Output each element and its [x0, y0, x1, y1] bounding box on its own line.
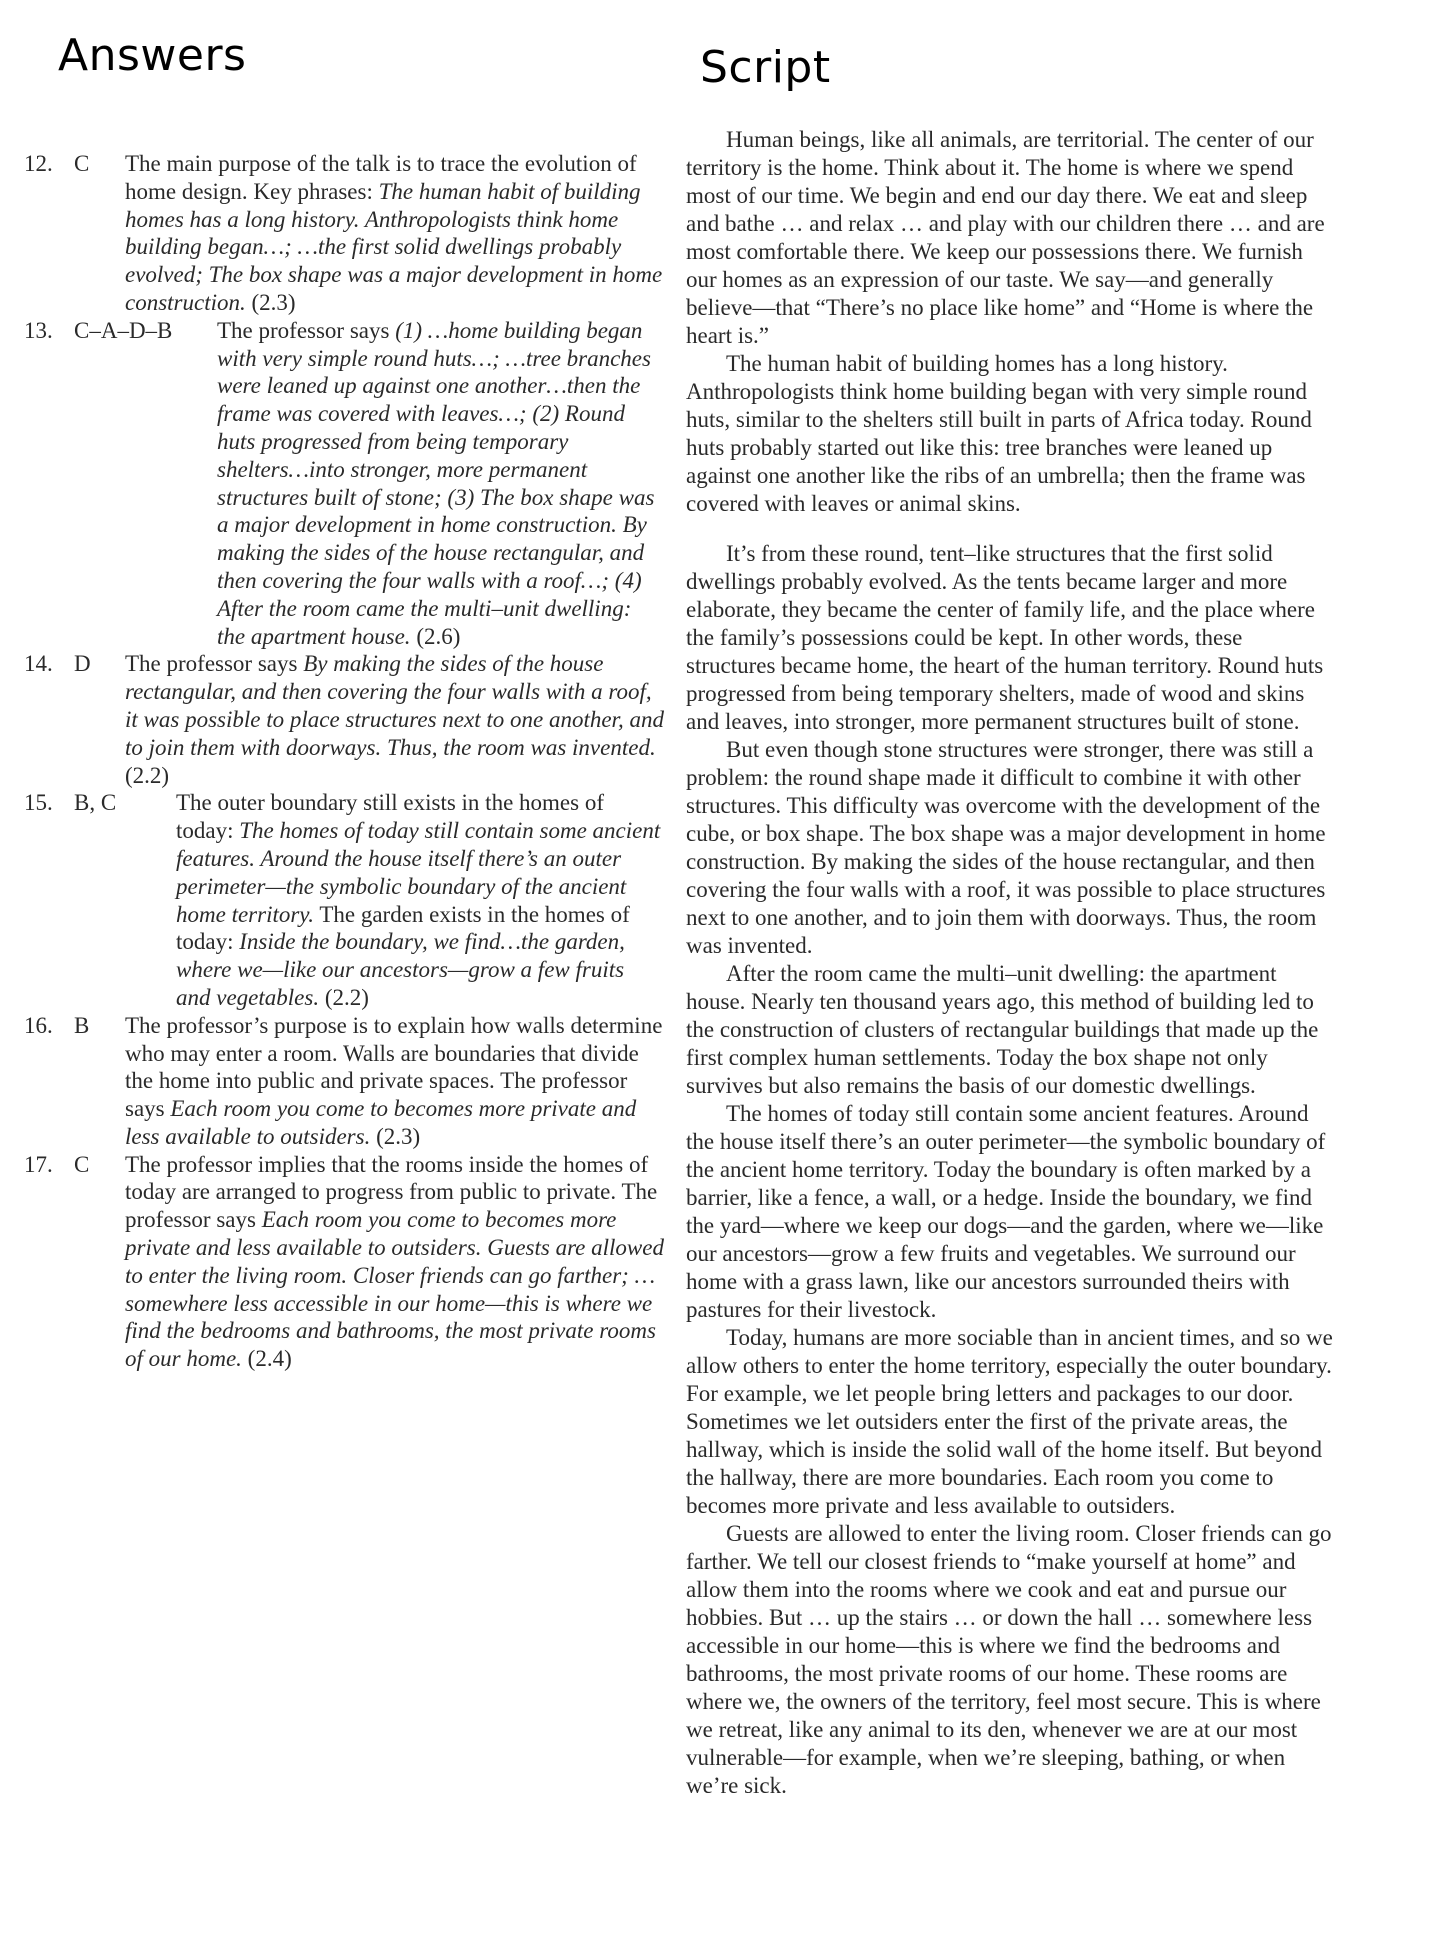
- explanation: The professor implies that the rooms inside the homes of today are arranged to progress from public to private. The professor says Each room you come to becomes more private and less available to outsiders. Guests are allowed to enter the living room. Closer friends can go farther; …somewhere less accessible in our home—this is where we find the bedrooms and bathrooms, the most private rooms of our home. (2.4): [125, 1151, 664, 1372]
- answer-item-14: [24, 650, 664, 789]
- script-paragraph: But even though stone structures were stronger, there was still a problem: the round shape made it difficult to combine it with other structures. This difficulty was overcome with the development of the cube, or box shape. The box shape was a major development in home construction. By making the sides of the house rectangular, and then covering the four walls with a roof, it was possible to place structures next to one another, and to join them with doorways. Thus, the room was invented.: [686, 737, 1326, 958]
- answer-key: B: [74, 1012, 90, 1038]
- script-paragraph: It’s from these round, tent–like structures that the first solid dwellings probably evolved. As the tents became larger and more elaborate, they became the center of family life, and the place where the family’s possessions could be kept. In other words, these structures became home, the heart of the human territory. Round huts progressed from being temporary shelters, made of wood and skins and leaves, into stronger, more permanent structures built of stone.: [686, 541, 1324, 734]
- question-number: 14.: [24, 651, 53, 677]
- explanation: The professor says (1) …home building began with very simple round huts…; …tree branches were leaned up against one another…then the frame was covered with leaves…; (2) Round huts progressed from being temporary shelters…into stronger, more permanent structures built of stone; (3) The box shape was a major development in home construction. By making the sides of the house rectangular, and then covering the four walls with a roof…; (4) After the room came the multi–unit dwelling: the apartment house. (2.6): [217, 317, 655, 649]
- answer-item-16: [24, 1012, 664, 1151]
- script-paragraph: Guests are allowed to enter the living room. Closer friends can go farther. We tell our closest friends to “make yourself at home” and allow them into the rooms where we cook and eat and pursue our hobbies. But … up the stairs … or down the hall … somewhere less accessible in our home—this is where we find the bedrooms and bathrooms, the most private rooms of our home. These rooms are where we, the owners of the territory, feel most secure. This is where we retreat, like any animal to its den, whenever we are at our most vulnerable—for example, when we’re sleeping, bathing, or when we’re sick.: [686, 1521, 1332, 1798]
- explanation: The professor says By making the sides of the house rectangular, and then covering the four walls with a roof, it was possible to place structures next to one another, and to join them with doorways. Thus, the room was invented. (2.2): [125, 651, 664, 788]
- script-heading: Script: [700, 42, 831, 93]
- answer-item-13: [24, 317, 664, 651]
- explanation: The main purpose of the talk is to trace the evolution of home design. Key phrases: The human habit of building homes has a long history. Anthropologists think home building began…; …the first solid dwellings probably evolved; The box shape was a major development in home construction. (2.3): [125, 151, 663, 315]
- question-number: 15.: [24, 790, 53, 816]
- answers-column: [24, 150, 664, 1373]
- answer-item-15: [24, 789, 664, 1011]
- question-number: 17.: [24, 1151, 53, 1177]
- answer-key: C: [74, 1151, 90, 1177]
- question-number: 13.: [24, 317, 53, 343]
- answer-item-12: [24, 150, 664, 317]
- answer-key: B, C: [74, 790, 117, 816]
- script-paragraph: The human habit of building homes has a long history. Anthropologists think home building began with very simple round huts, similar to the shelters still built in parts of Africa today. Round huts probably started out like this: tree branches were leaned up against one another like the ribs of an umbrella; then the frame was covered with leaves or animal skins.: [686, 351, 1312, 516]
- script-paragraph: Today, humans are more sociable than in ancient times, and so we allow others to enter the home territory, especially the outer boundary. For example, we let people bring letters and packages to our door. Sometimes we let outsiders enter the first of the private areas, the hallway, which is inside the solid wall of the home itself. But beyond the hallway, there are more boundaries. Each room you come to becomes more private and less available to outsiders.: [686, 1325, 1333, 1518]
- answers-heading: Answers: [58, 30, 247, 81]
- answer-key: D: [74, 651, 91, 677]
- explanation: The professor’s purpose is to explain how walls determine who may enter a room. Walls are boundaries that divide the home into public and private spaces. The professor says Each room you come to becomes more private and less available to outsiders. (2.3): [125, 1012, 663, 1149]
- script-paragraph: After the room came the multi–unit dwelling: the apartment house. Nearly ten thousand years ago, this method of building led to the construction of clusters of rectangular buildings that made up the first complex human settlements. Today the box shape not only survives but also remains the basis of our domestic dwellings.: [686, 961, 1319, 1098]
- question-number: 16.: [24, 1012, 53, 1038]
- question-number: 12.: [24, 151, 53, 176]
- answer-key: C–A–D–B: [74, 317, 173, 343]
- script-column: [686, 126, 1336, 1800]
- answer-key: C: [74, 151, 90, 176]
- answer-item-17: [24, 1151, 664, 1373]
- script-paragraph: The homes of today still contain some ancient features. Around the house itself there’s an outer perimeter—the symbolic boundary of the ancient home territory. Today the boundary is often marked by a barrier, like a fence, a wall, or a hedge. Inside the boundary, we find the yard—where we keep our dogs—and the garden, where we—like our ancestors—grow a few fruits and vegetables. We surround our home with a grass lawn, like our ancestors surrounded theirs with pastures for their livestock.: [686, 1101, 1326, 1322]
- script-paragraph: Human beings, like all animals, are territorial. The center of our territory is the home. Think about it. The home is where we spend most of our time. We begin and end our day there. We eat and sleep and bathe … and relax … and play with our children there … and are most comfortable there. We keep our possessions there. We furnish our homes as an expression of our taste. We say—and generally believe—that “There’s no place like home” and “Home is where the heart is.”: [686, 127, 1325, 348]
- explanation: The outer boundary still exists in the homes of today: The homes of today still contain some ancient features. Around the house itself there’s an outer perimeter—the symbolic boundary of the ancient home territory. The garden exists in the homes of today: Inside the boundary, we find…the garden, where we—like our ancestors—grow a few fruits and vegetables. (2.2): [176, 790, 661, 1010]
